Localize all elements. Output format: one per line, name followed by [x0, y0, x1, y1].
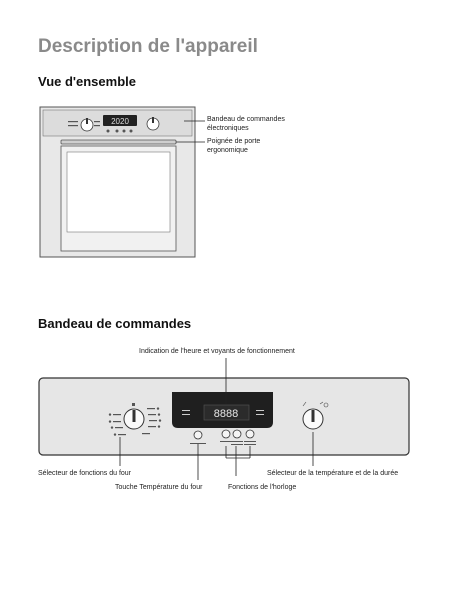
callout-function-selector: Sélecteur de fonctions du four	[38, 470, 132, 477]
page-title: Description de l'appareil	[38, 36, 258, 57]
clock-display-value: 8888	[213, 408, 239, 420]
clock-button-3[interactable]	[246, 430, 254, 438]
callout-clock-functions: Fonctions de l'horloge	[228, 484, 297, 491]
callout-temperature-selector: Sélecteur de la température et de la durée	[267, 470, 399, 477]
callout-temperature-button: Touche Température du four	[115, 484, 203, 491]
clock-buttons	[222, 430, 254, 438]
oven-display-value: 2020	[111, 117, 129, 126]
section-heading-control-panel: Bandeau de commandes	[38, 316, 192, 331]
section-heading-overview: Vue d'ensemble	[38, 74, 136, 89]
clock-button-1[interactable]	[222, 430, 230, 438]
callout-electronic-panel: Bandeau de commandes électroniques	[207, 116, 285, 132]
temperature-selector-knob[interactable]	[303, 409, 323, 429]
callout-display: Indication de l'heure et voyants de fonctionnement	[139, 348, 295, 355]
clock-button-2[interactable]	[233, 430, 241, 438]
temperature-button[interactable]	[194, 431, 202, 439]
function-selector-knob[interactable]	[124, 409, 144, 429]
callout-door-handle: Poignée de porte ergonomique	[207, 138, 261, 154]
